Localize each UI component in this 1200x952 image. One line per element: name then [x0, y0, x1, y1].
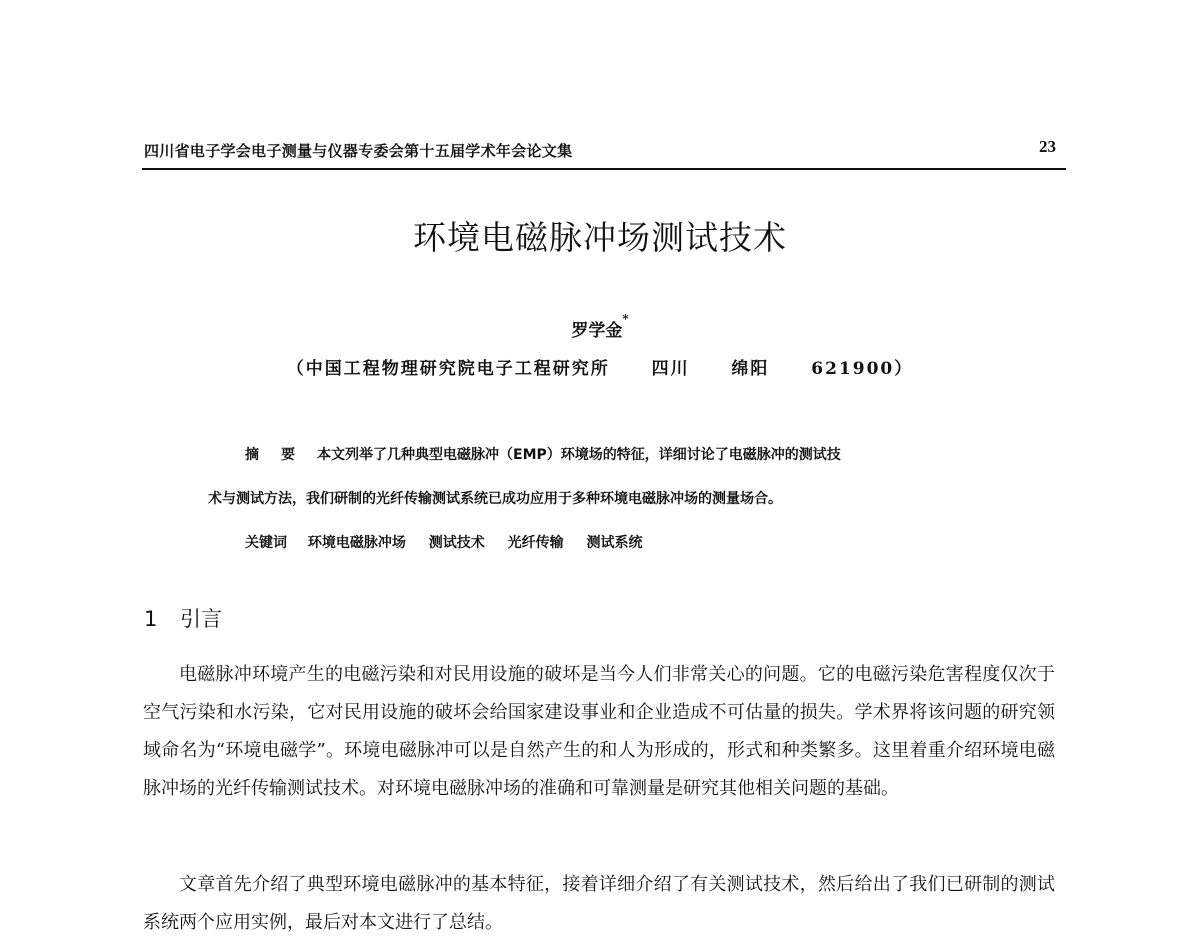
- section-title: 引言: [180, 607, 222, 631]
- author-footnote-mark: *: [622, 312, 629, 326]
- keywords-label: 关键词: [245, 535, 287, 551]
- author-name: 罗学金: [571, 321, 623, 341]
- abstract-text-2: 术与测试方法，我们研制的光纤传输测试系统已成功应用于多种环境电磁脉冲场的测量场合。: [208, 491, 782, 507]
- keyword-item: 测试技术: [428, 535, 485, 551]
- page-number: 23: [1039, 137, 1056, 156]
- abstract-text-1: 本文列举了几种典型电磁脉冲（EMP）环境场的特征，详细讨论了电磁脉冲的测试技: [317, 447, 841, 463]
- keyword-item: 环境电磁脉冲场: [307, 535, 406, 551]
- paragraph-text: 电磁脉冲环境产生的电磁污染和对民用设施的破坏是当今人们非常关心的问题。它的电磁污染危害程度仅次于空气污染和水污染，它对民用设施的破坏会给国家建设事业和企业造成不可估量的损失。学术界将该问题的研究领域命名为“环境电磁学”。环境电磁脉冲可以是自然产生的和人为形成的，形式和种类繁多。这里着重介绍环境电磁脉冲场的光纤传输测试技术。对环境电磁脉冲场的准确和可靠测量是研究其他相关问题的基础。: [143, 664, 1055, 799]
- affiliation-institution: （中国工程物理研究院电子工程研究所: [286, 359, 610, 379]
- section-heading: [144, 603, 222, 633]
- affiliation-city: 绵阳: [731, 359, 770, 379]
- paragraph-text: 文章首先介绍了典型环境电磁脉冲的基本特征，接着详细介绍了有关测试技术，然后给出了我们已研制的测试系统两个应用实例，最后对本文进行了总结。: [143, 874, 1055, 933]
- author-line: [0, 312, 1200, 341]
- running-header: [142, 134, 1066, 170]
- keyword-item: 测试系统: [586, 535, 643, 551]
- affiliation: [0, 354, 1200, 379]
- abstract-line-2: [208, 488, 782, 508]
- affiliation-postcode: 621900）: [811, 359, 914, 379]
- abstract-line-1: [245, 444, 841, 464]
- body-paragraph-2: [143, 866, 1055, 942]
- paper-title: 环境电磁脉冲场测试技术: [413, 218, 787, 257]
- journal-title: 四川省电子学会电子测量与仪器专委会第十五届学术年会论文集: [144, 142, 573, 160]
- section-number: 1: [144, 607, 158, 631]
- body-paragraph-1: [143, 656, 1055, 808]
- keyword-item: 光纤传输: [507, 535, 564, 551]
- affiliation-province: 四川: [651, 359, 690, 379]
- keywords-line: [245, 532, 661, 552]
- abstract-label: 摘要: [245, 447, 317, 463]
